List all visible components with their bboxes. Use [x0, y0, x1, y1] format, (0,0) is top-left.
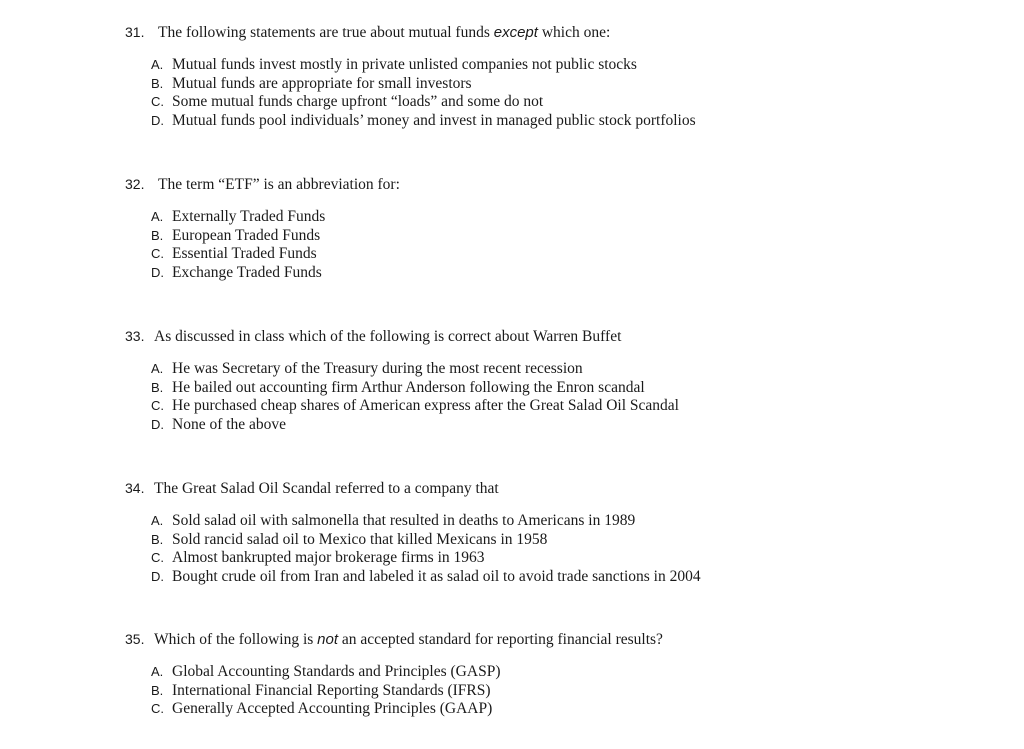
question-number: 33. [125, 328, 145, 344]
option-text: Sold salad oil with salmonella that resulted in deaths to Americans in 1989 [172, 512, 636, 529]
option-text: European Traded Funds [172, 226, 321, 244]
option-text: Generally Accepted Accounting Principles (GAAP) [172, 700, 493, 717]
option-text: None of the above [172, 415, 287, 433]
option-b [151, 379, 1005, 398]
question-33 [125, 328, 1005, 434]
option-letter: B. [151, 682, 164, 698]
option-letter: C. [151, 398, 164, 413]
option-b [151, 227, 1005, 246]
option-b [151, 531, 1005, 550]
option-d [151, 416, 1005, 435]
option-text: He bailed out accounting firm Arthur Anderson following the Enron scandal [172, 378, 645, 396]
question-35 [125, 631, 1005, 719]
option-d [151, 264, 1005, 283]
question-number: 35. [125, 631, 145, 647]
option-a [151, 208, 1005, 227]
question-text: As discussed in class which of the following is correct about Warren Buffet [154, 328, 622, 345]
option-letter: B. [151, 75, 164, 91]
option-text: Sold rancid salad oil to Mexico that killed Mexicans in 1958 [172, 530, 548, 548]
option-letter: B. [151, 227, 164, 243]
option-text: He purchased cheap shares of American express after the Great Salad Oil Scandal [172, 397, 679, 414]
option-letter: C. [151, 701, 164, 716]
option-c [151, 93, 1005, 112]
option-text: Mutual funds invest mostly in private unlisted companies not public stocks [172, 56, 637, 73]
option-d [151, 112, 1005, 131]
option-text: Mutual funds are appropriate for small investors [172, 74, 472, 92]
question-stem [125, 176, 1005, 198]
option-a [151, 663, 1005, 682]
option-letter: C. [151, 94, 164, 109]
option-letter: A. [151, 513, 164, 528]
option-letter: D. [151, 112, 164, 128]
answer-options [125, 56, 1005, 130]
question-text: The Great Salad Oil Scandal referred to a company that [154, 480, 499, 497]
option-text: International Financial Reporting Standards (IFRS) [172, 681, 491, 699]
option-text: Mutual funds pool individuals’ money and invest in managed public stock portfolios [172, 111, 696, 129]
option-text: Almost bankrupted major brokerage firms in 1963 [172, 549, 485, 566]
option-c [151, 397, 1005, 416]
answer-options [125, 663, 1005, 719]
question-31 [125, 24, 1005, 130]
question-34 [125, 480, 1005, 586]
answer-options [125, 360, 1005, 434]
question-number: 32. [125, 176, 145, 192]
option-letter: D. [151, 264, 164, 280]
option-c [151, 549, 1005, 568]
answer-options [125, 512, 1005, 586]
option-c [151, 245, 1005, 264]
option-text: He was Secretary of the Treasury during the most recent recession [172, 360, 583, 377]
question-stem [125, 24, 1005, 46]
option-letter: B. [151, 379, 164, 395]
option-a [151, 56, 1005, 75]
answer-options [125, 208, 1005, 282]
option-text: Global Accounting Standards and Principles (GASP) [172, 663, 501, 680]
option-text: Bought crude oil from Iran and labeled it as salad oil to avoid trade sanctions in 2004 [172, 567, 701, 585]
option-b [151, 682, 1005, 701]
option-text: Exchange Traded Funds [172, 263, 322, 281]
question-stem [125, 328, 1005, 350]
question-text: The term “ETF” is an abbreviation for: [158, 176, 400, 193]
option-a [151, 512, 1005, 531]
option-letter: D. [151, 568, 164, 584]
question-text: The following statements are true about mutual funds except which one: [158, 24, 611, 41]
option-letter: C. [151, 246, 164, 261]
option-letter: A. [151, 209, 164, 224]
question-text: Which of the following is not an accepted standard for reporting financial results? [154, 631, 663, 648]
question-stem [125, 480, 1005, 502]
question-stem [125, 631, 1005, 653]
option-letter: A. [151, 57, 164, 72]
option-text: Externally Traded Funds [172, 208, 326, 225]
question-number: 31. [125, 24, 145, 40]
option-letter: A. [151, 361, 164, 376]
question-number: 34. [125, 480, 145, 496]
option-letter: B. [151, 531, 164, 547]
option-letter: D. [151, 416, 164, 432]
option-a [151, 360, 1005, 379]
option-letter: A. [151, 664, 164, 679]
question-32 [125, 176, 1005, 282]
emphasis-text: except [493, 24, 538, 41]
option-letter: C. [151, 550, 164, 565]
emphasis-text: not [317, 631, 339, 648]
option-b [151, 75, 1005, 94]
option-text: Essential Traded Funds [172, 245, 317, 262]
option-text: Some mutual funds charge upfront “loads” and some do not [172, 93, 544, 110]
option-c [151, 700, 1005, 719]
option-d [151, 568, 1005, 587]
